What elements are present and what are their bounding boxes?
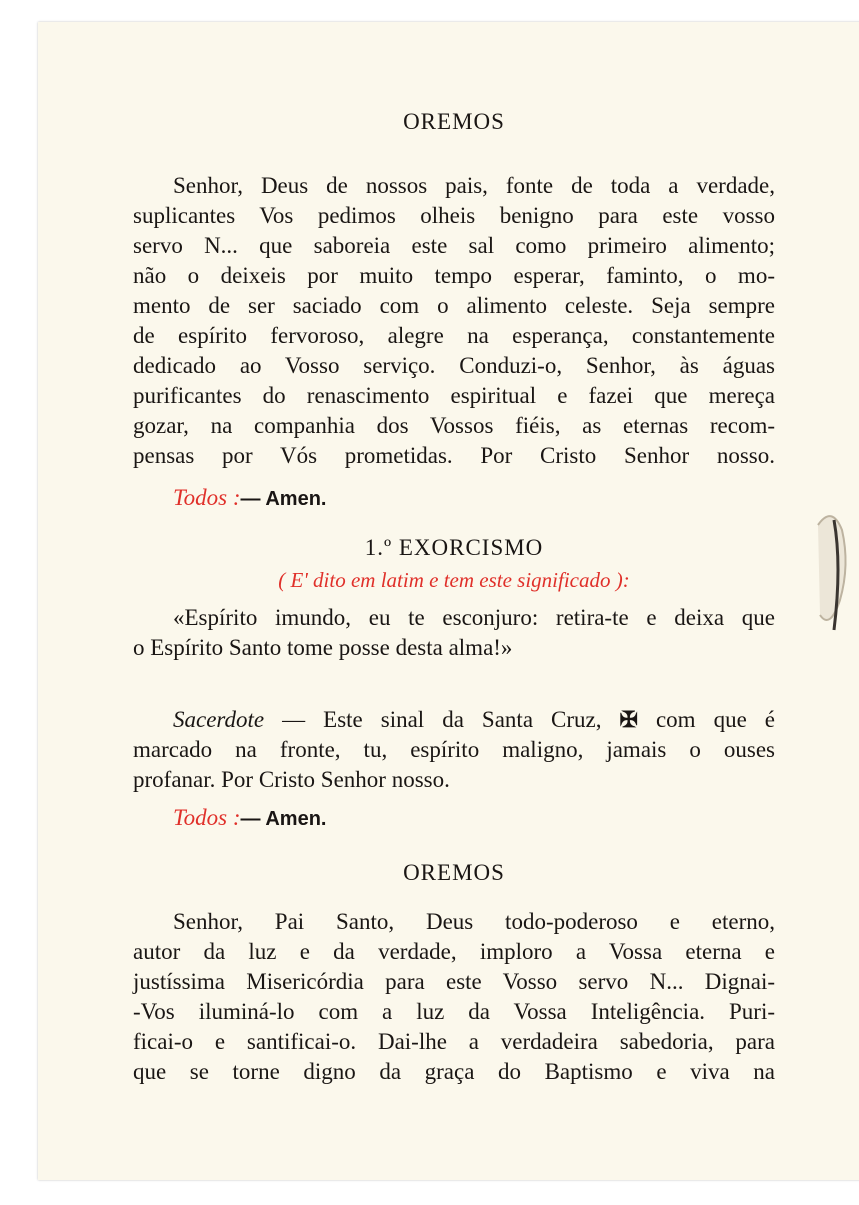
rubric-subtitle: ( E' dito em latim e tem este significado ): [278, 568, 630, 592]
heading-oremos: OREMOS [403, 860, 505, 885]
binding-ring-icon [812, 505, 852, 640]
heading-exorcismo: 1.º EXORCISMO [364, 535, 544, 560]
speaker-sacerdote: Sacerdote [173, 707, 265, 732]
sacerdote-line: marcado na fronte, tu, espírito maligno, jamais o ouses [133, 737, 775, 762]
sacerdote-line: profanar. Por Cristo Senhor nosso. [133, 767, 450, 792]
prayer-line: de espírito fervoroso, alegre na esperança, constantemente [133, 323, 775, 348]
response-amen [173, 484, 775, 513]
prayer-line: servo N... que saboreia este sal como primeiro alimento; [133, 233, 775, 258]
amen-text: — Amen. [240, 808, 327, 830]
cross-icon: ✠ [619, 707, 638, 732]
sacerdote-text: — Este sinal da Santa Cruz, [282, 707, 602, 732]
response-amen [173, 804, 775, 833]
prayer-line: que se torne digno da graça do Baptismo e viva na [133, 1059, 775, 1084]
prayer-line: pensas por Vós prometidas. Por Cristo Senhor nosso. [133, 443, 775, 468]
prayer-line: -Vos iluminá-lo com a luz da Vossa Inteligência. Puri- [133, 999, 775, 1024]
prayer-line: purificantes do renascimento espiritual e fazei que mereça [133, 383, 775, 408]
prayer-line: dedicado ao Vosso serviço. Conduzi-o, Senhor, às águas [133, 353, 775, 378]
sacerdote-line [173, 706, 775, 734]
prayer-line: gozar, na companhia dos Vossos fiéis, as eternas recom- [133, 413, 775, 438]
prayer-line: justíssima Misericórdia para este Vosso servo N... Dignai- [133, 969, 775, 994]
amen-text: — Amen. [240, 488, 327, 510]
speaker-todos: Todos : [173, 805, 241, 830]
heading-oremos: OREMOS [403, 109, 505, 134]
prayer-line: autor da luz e da verdade, imploro a Vossa eterna e [133, 939, 775, 964]
prayer-line: suplicantes Vos pedimos olheis benigno para este vosso [133, 203, 775, 228]
prayer-line: Senhor, Pai Santo, Deus todo-poderoso e eterno, [173, 909, 775, 934]
quote-line: o Espírito Santo tome posse desta alma!» [133, 635, 513, 660]
prayer-line: Senhor, Deus de nossos pais, fonte de toda a verdade, [173, 173, 775, 198]
prayer-line: não o deixeis por muito tempo esperar, faminto, o mo- [133, 263, 775, 288]
quote-line: «Espírito imundo, eu te esconjuro: retira-te e deixa que [173, 605, 775, 630]
sacerdote-text: com que é [655, 707, 776, 732]
prayer-line: mento de ser saciado com o alimento celeste. Seja sempre [133, 293, 775, 318]
prayer-line: ficai-o e santificai-o. Dai-lhe a verdadeira sabedoria, para [133, 1029, 775, 1054]
speaker-todos: Todos : [173, 485, 241, 510]
